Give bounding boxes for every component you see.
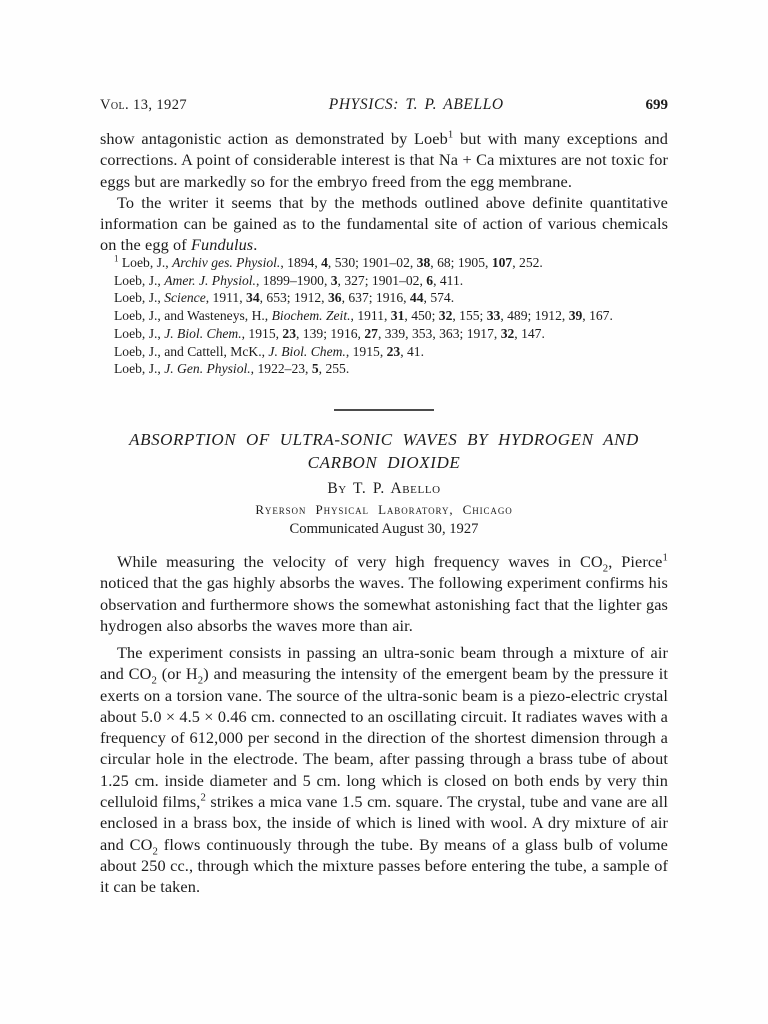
page-header <box>100 96 668 114</box>
references-list <box>100 254 668 378</box>
article-paragraph: While measuring the velocity of very high frequency waves in $CO_2$, Pierce$^1$ noticed that the gas highly absorbs the waves. The following experiment confirms his observation and furthermore shows the somewhat astonishing fact that the lighter gas hydrogen also absorbs the waves more than air. <box>100 551 668 635</box>
article-communicated-date: Communicated August 30, 1927 <box>289 521 479 537</box>
reference-item: Loeb, J., J. Gen. Physiol., 1922–23, 5, 255. <box>114 361 350 377</box>
article-body <box>100 642 668 898</box>
previous-article-body <box>100 128 668 256</box>
reference-item: Loeb, J., J. Biol. Chem., 1915, 23, 139; 1916, 27, 339, 353, 363; 1917, 32, 147. <box>114 325 545 341</box>
article-affiliation: Ryerson Physical Laboratory, Chicago <box>255 502 513 517</box>
paragraph: To the writer it seems that by the methods outlined above definite quantitative information can be gained as to the fundamental site of action of various chemicals on the egg of Fundulus. <box>100 192 668 255</box>
page-number: 699 <box>645 97 668 113</box>
article-paragraph: The experiment consists in passing an ultra-sonic beam through a mixture of air and $CO_2$ (or $H_2$) and measuring the intensity of the emergent beam by the pressure it exerts on a torsion vane. The source of the ultra-sonic beam is a piezo-electric crystal about 5.0 × 4.5 × 0.46 cm. connected to an oscillating circuit. It radiates waves with a frequency of 612,000 per second in the direction of the shortest dimension through a circular hole in the electrode. The beam, after passing through a brass tube of about 1.25 cm. inside diameter and 5 cm. long which is closed on both ends by very thin celluloid films,$^2$ strikes a mica vane 1.5 cm. square. The crystal, tube and vane are all enclosed in a brass box, the inside of which is lined with wool. A dry mixture of air and $CO_2$ flows continuously through the tube. By means of a glass bulb of volume about 250 cc., through which the mixture passes before entering the tube, a sample of it can be taken. <box>100 643 668 897</box>
running-title: PHYSICS: T. P. ABELLO <box>328 96 504 113</box>
reference-item: Loeb, J., Amer. J. Physiol., 1899–1900, 3, 327; 1901–02, 6, 411. <box>114 272 464 288</box>
reference-item: Loeb, J., and Wasteneys, H., Biochem. Zeit., 1911, 31, 450; 32, 155; 33, 489; 1912, 39, 167. <box>114 308 613 324</box>
volume-label: Vol. 13, 1927 <box>100 97 188 113</box>
section-divider <box>100 398 668 416</box>
text-column <box>100 0 668 1024</box>
article-title-line1: ABSORPTION OF ULTRA-SONIC WAVES BY HYDROGEN AND <box>129 430 639 449</box>
article-byline: By T. P. Abello <box>327 480 441 497</box>
article-title-line2: CARBON DIOXIDE <box>307 453 461 472</box>
divider-rule <box>334 409 434 411</box>
reference-item: Loeb, J., Science, 1911, 34, 653; 1912, 36, 637; 1916, 44, 574. <box>114 290 455 306</box>
reference-item: $^1$ Loeb, J., Archiv ges. Physiol., 1894, 4, 530; 1901–02, 38, 68; 1905, 107, 252. <box>114 253 543 270</box>
article-body <box>100 551 668 636</box>
reference-item: Loeb, J., and Cattell, McK., J. Biol. Chem., 1915, 23, 41. <box>114 343 424 359</box>
paragraph: show antagonistic action as demonstrated by Loeb$^1$ but with many exceptions and corrections. A point of considerable interest is that Na + Ca mixtures are not toxic for eggs but are markedly so for the embryo freed from the egg membrane. <box>100 128 669 191</box>
article-title <box>100 428 668 474</box>
